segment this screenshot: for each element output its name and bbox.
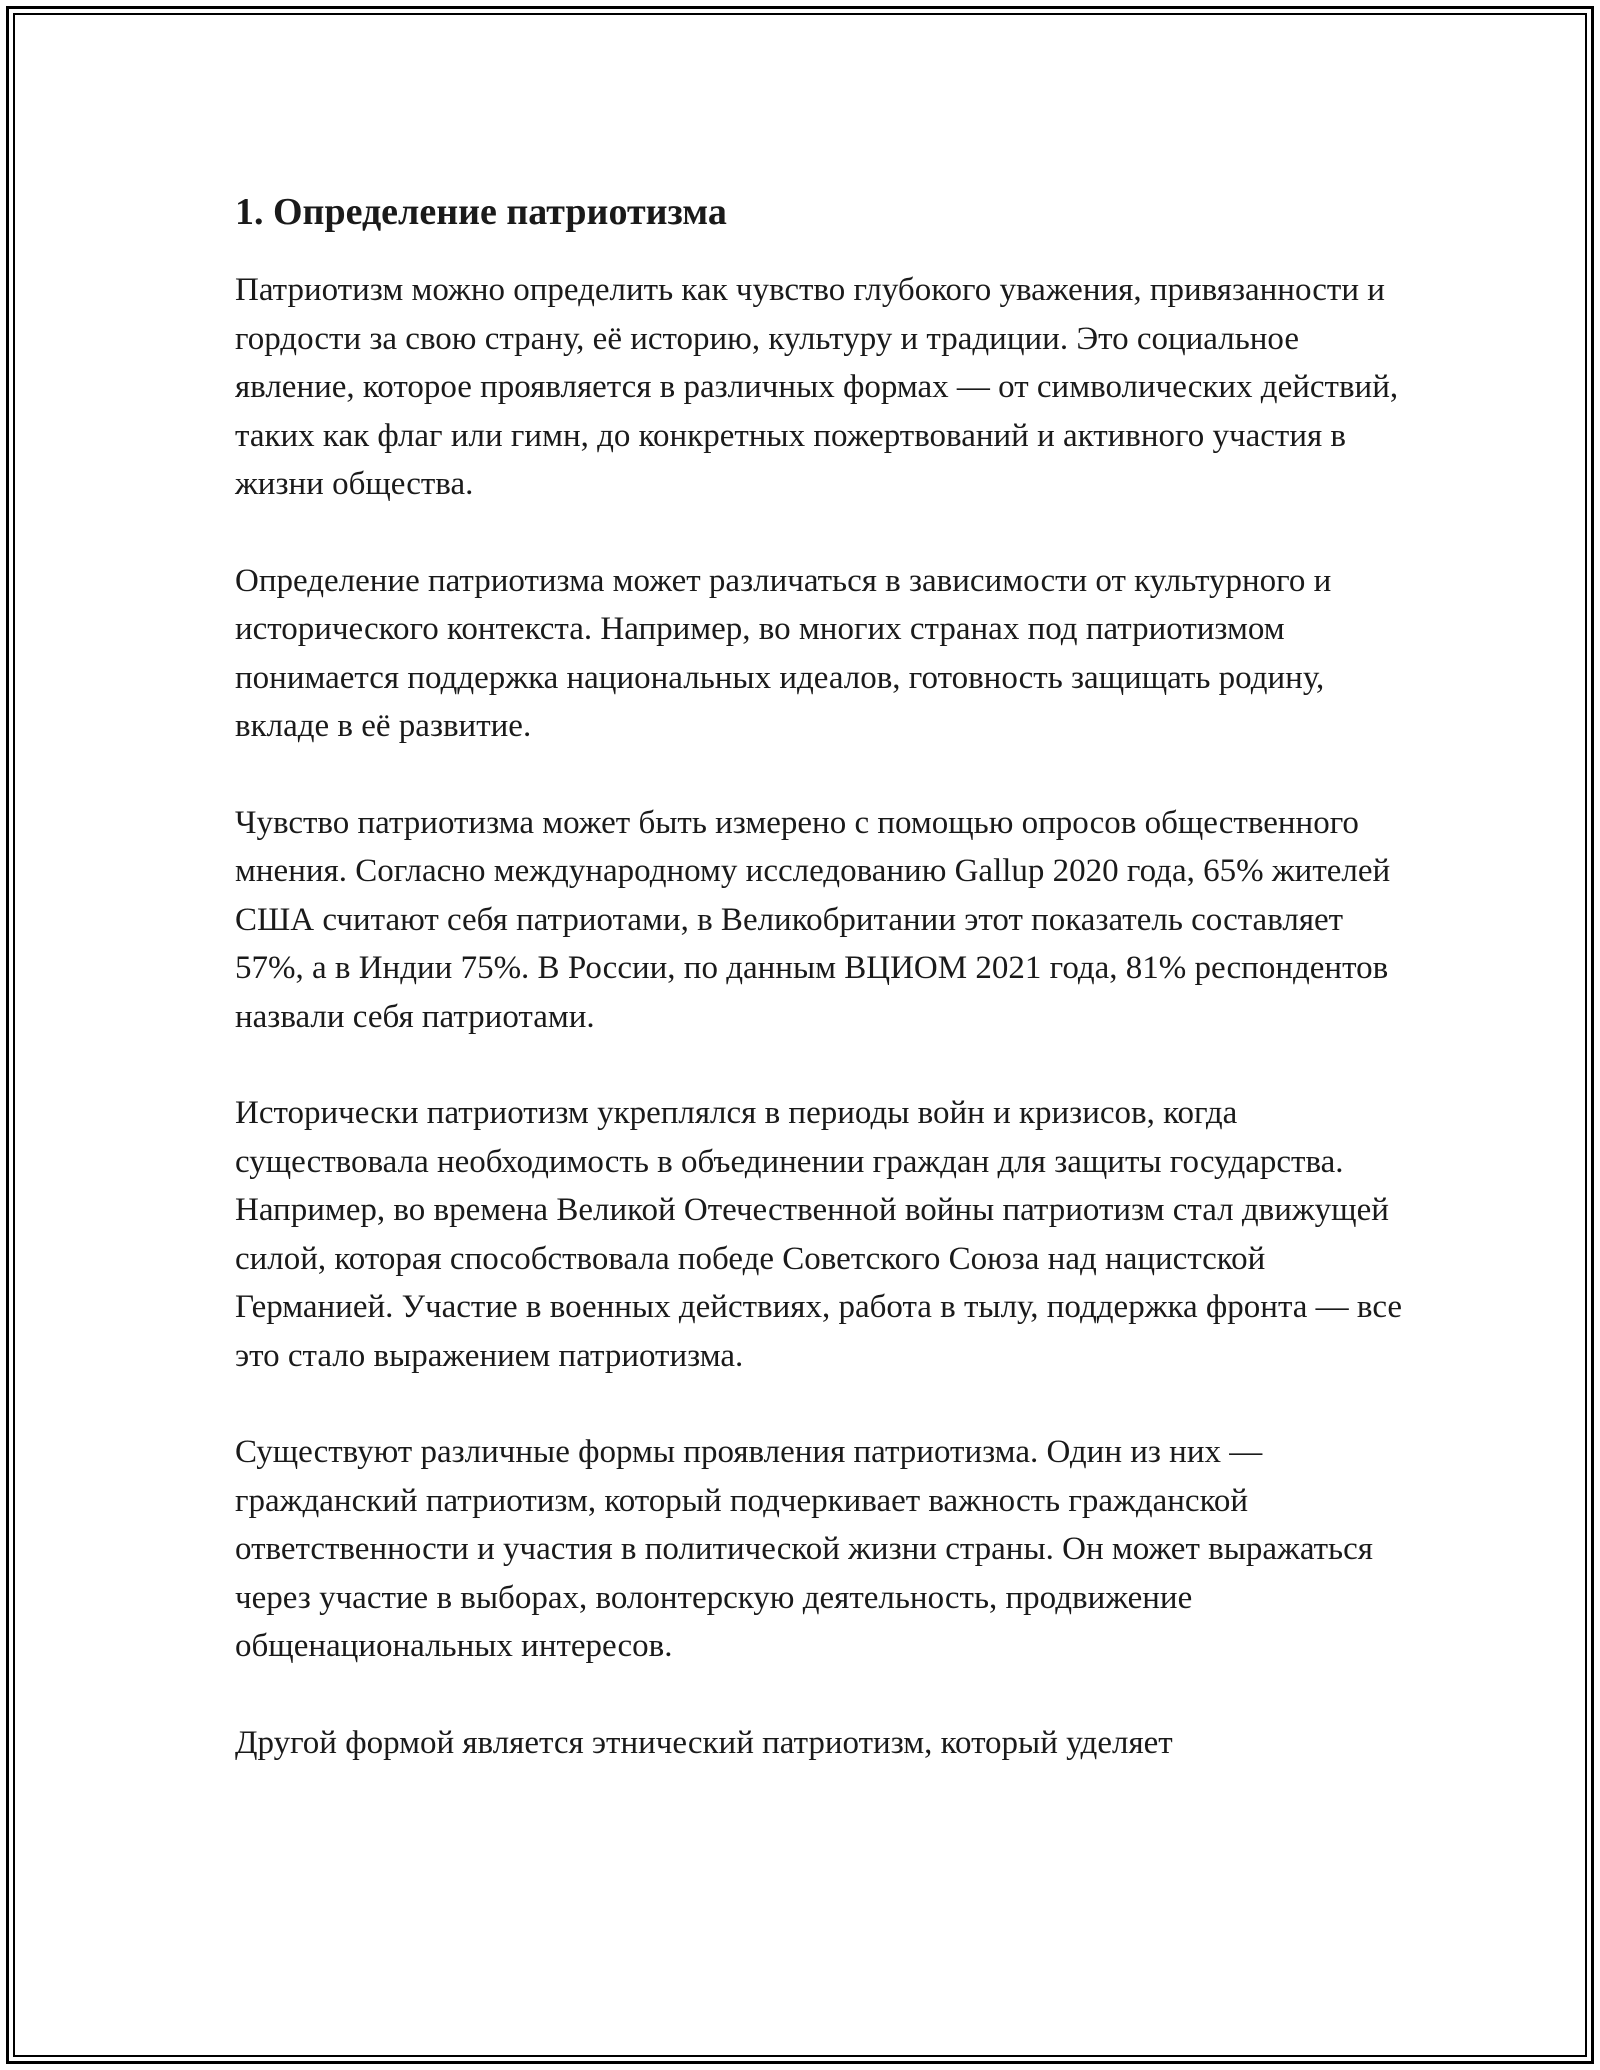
section-title: 1. Определение патриотизма [235, 191, 727, 233]
document-page [235, 186, 1415, 1767]
paragraph: Определение патриотизма может различаться в зависимости от культурного и исторического контекста. Например, во многих странах под патриотизмом понимается поддержка национальных идеалов, готовность защищать родину, вкладе в её развитие. [235, 562, 1332, 744]
paragraph: Исторически патриотизм укреплялся в периоды войн и кризисов, когда существовала необходимость в объединении граждан для защиты государства. Например, во времена Великой Отечественной войны патриотизм стал движущей силой, которая способствовала победе Советского Союза над нацистской Германией. Участие в военных действиях, работа в тылу, поддержка фронта — все это стало выражением патриотизма. [235, 1095, 1403, 1374]
paragraph: Существуют различные формы проявления патриотизма. Один из них — гражданский патриотизм, который подчеркивает важность гражданской ответственности и участия в политической жизни страны. Он может выражаться через участие в выборах, волонтерскую деятельность, продвижение общенациональных интересов. [235, 1434, 1373, 1664]
paragraph: Чувство патриотизма может быть измерено с помощью опросов общественного мнения. Согласно международному исследованию Gallup 2020 года, 65% жителей США считают себя патриотами, в Великобритании этот показатель составляет 57%, а в Индии 75%. В России, по данным ВЦИОМ 2021 года, 81% респондентов назвали себя патриотами. [235, 804, 1391, 1035]
paragraph: Патриотизм можно определить как чувство глубокого уважения, привязанности и гордости за свою страну, её историю, культуру и традиции. Это социальное явление, которое проявляется в различных формах — от символических действий, таких как флаг или гимн, до конкретных пожертвований и активного участия в жизни общества. [235, 272, 1399, 502]
paragraph: Другой формой является этнический патриотизм, который уделяет [235, 1724, 1173, 1761]
